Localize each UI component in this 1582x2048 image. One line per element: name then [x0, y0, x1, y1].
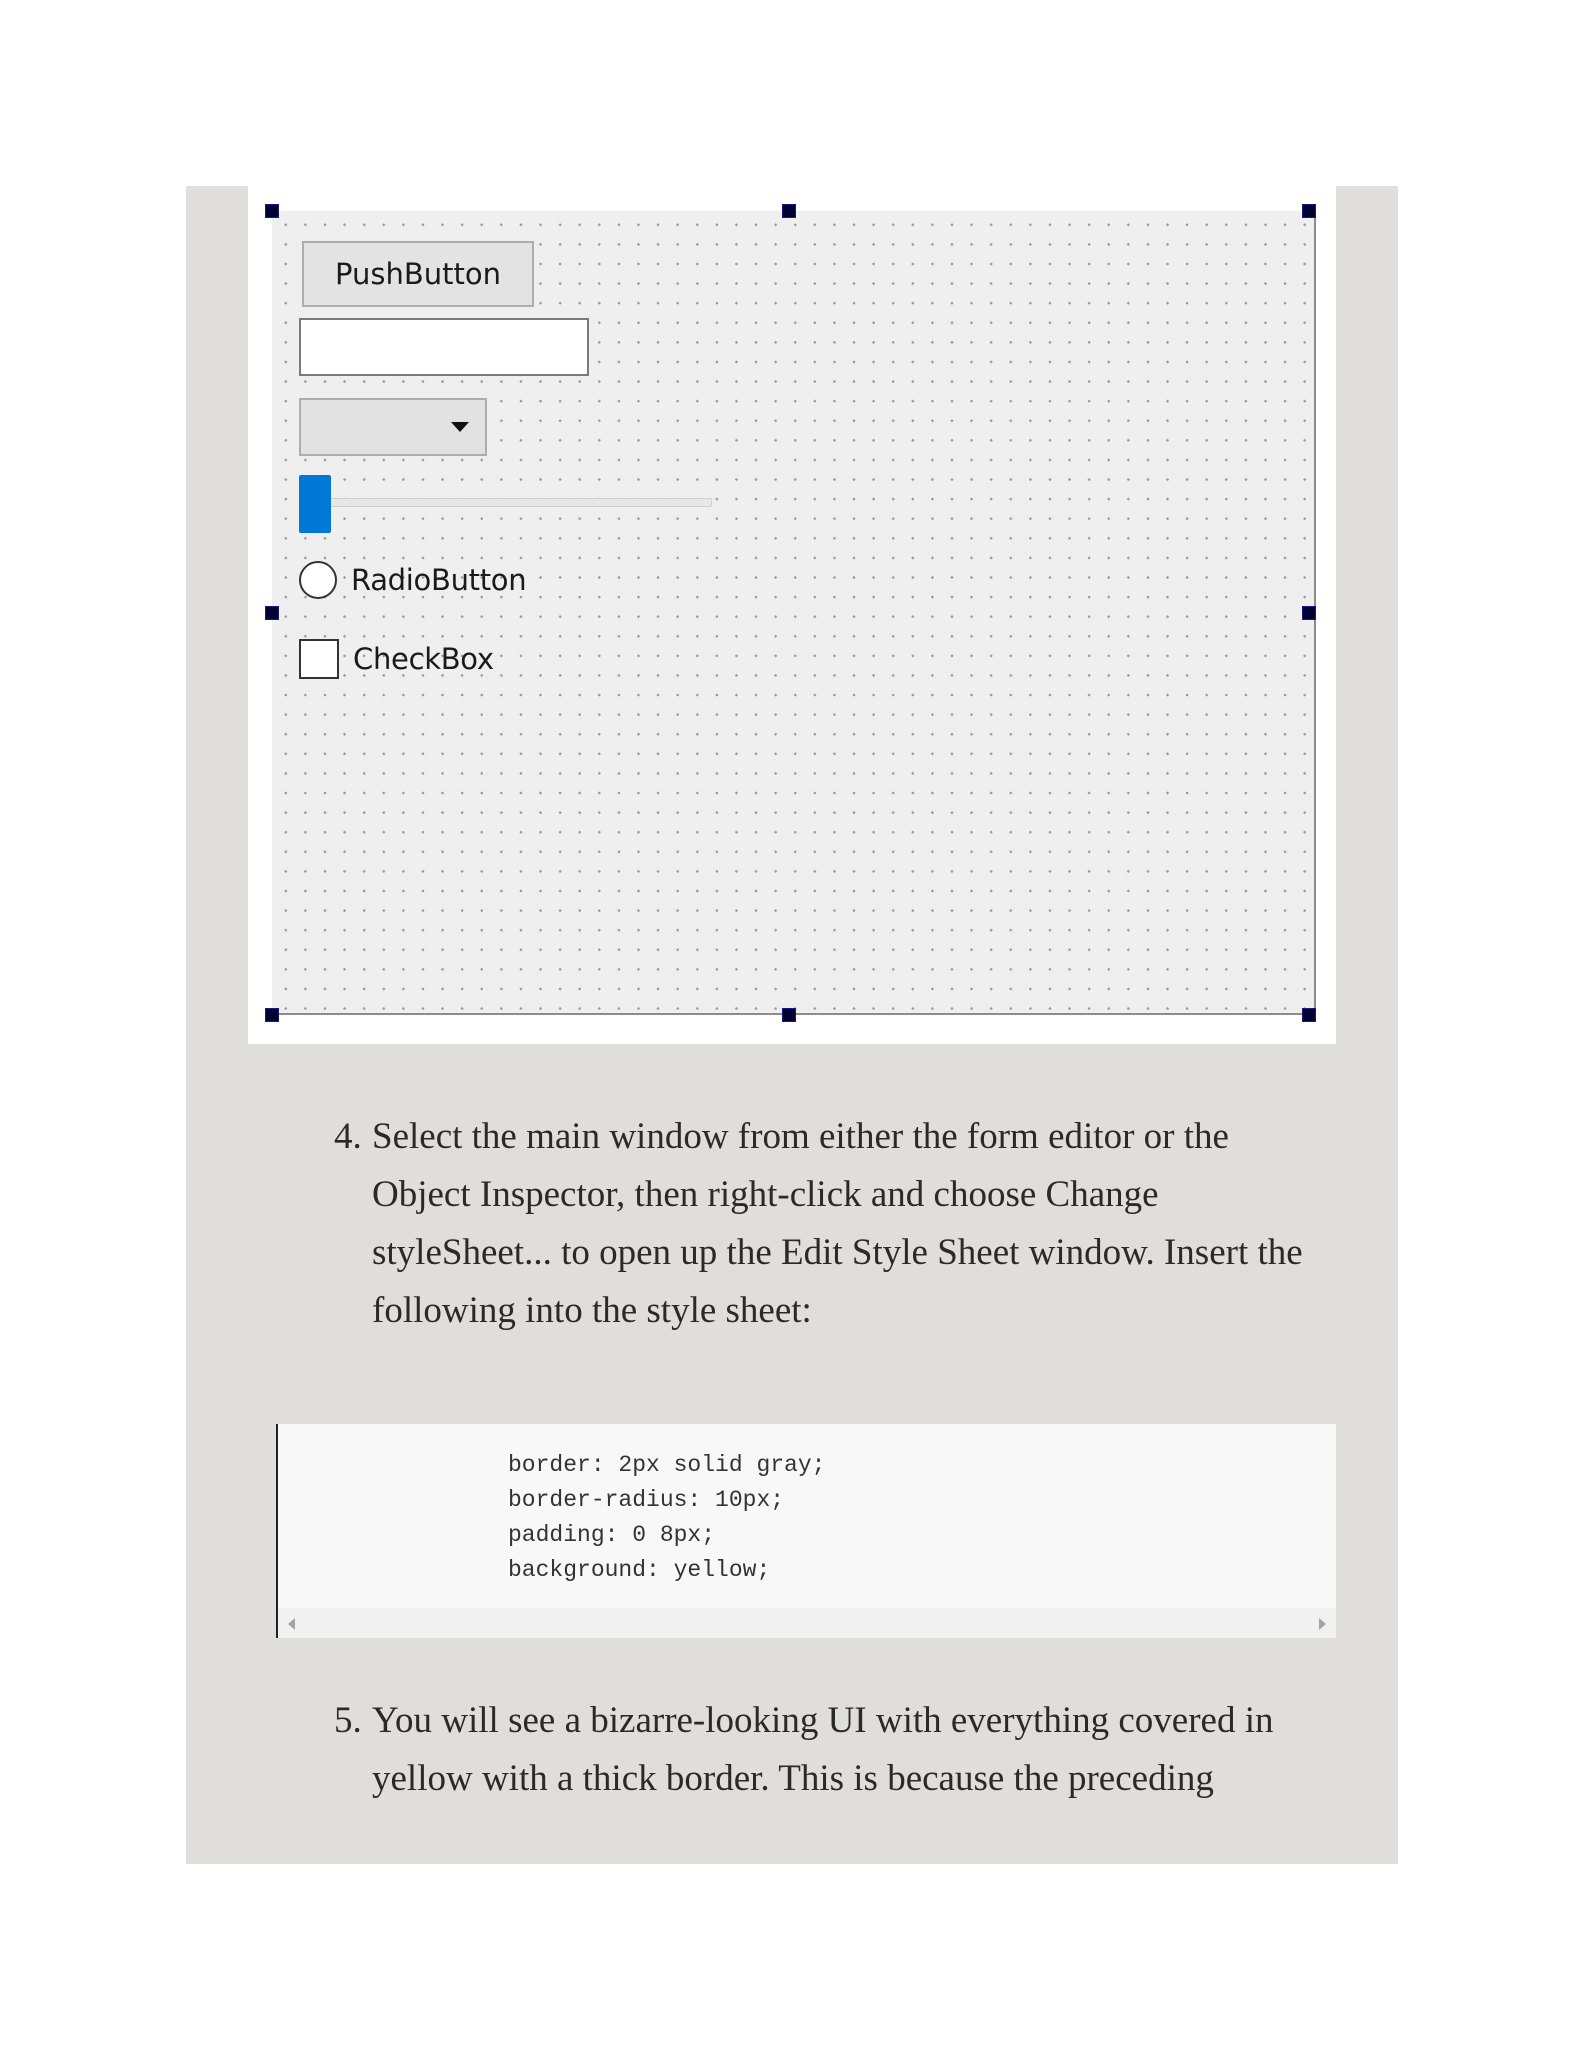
code-line: background: yellow; — [508, 1557, 771, 1583]
dropdown-arrow-icon — [451, 422, 469, 432]
slider-groove — [299, 498, 712, 507]
step-number: 5. — [334, 1700, 362, 1741]
horizontal-slider[interactable] — [299, 475, 712, 533]
scroll-left-icon[interactable] — [288, 1618, 295, 1630]
selection-handle-top-center[interactable] — [782, 204, 796, 218]
page-panel — [186, 186, 1398, 1864]
code-line: padding: 0 8px; — [508, 1522, 716, 1548]
radio-button-label: RadioButton — [351, 563, 527, 597]
checkbox-square-icon[interactable] — [299, 639, 339, 679]
combo-box[interactable] — [299, 398, 487, 456]
selection-handle-middle-right[interactable] — [1302, 606, 1316, 620]
selection-handle-bottom-left[interactable] — [265, 1008, 279, 1022]
step-4 — [334, 1108, 1314, 1340]
radio-circle-icon[interactable] — [299, 561, 337, 599]
step-text: You will see a bizarre-looking UI with everything covered in yellow with a thick border. This is because the preceding — [372, 1700, 1274, 1799]
code-line: border-radius: 10px; — [508, 1487, 785, 1513]
code-lines — [508, 1448, 825, 1588]
radio-button[interactable] — [299, 557, 526, 603]
selection-handle-top-right[interactable] — [1302, 204, 1316, 218]
selection-handle-bottom-center[interactable] — [782, 1008, 796, 1022]
selection-handle-bottom-right[interactable] — [1302, 1008, 1316, 1022]
step-text: Select the main window from either the form editor or the Object Inspector, then right-click and choose Change styleSheet... to open up the Edit Style Sheet window. Insert the following into the style sheet: — [372, 1116, 1303, 1331]
check-box[interactable] — [299, 636, 494, 682]
push-button[interactable]: PushButton — [302, 241, 534, 307]
form-canvas[interactable] — [272, 211, 1316, 1015]
code-line: border: 2px solid gray; — [508, 1452, 826, 1478]
horizontal-scrollbar[interactable] — [278, 1608, 1336, 1638]
selection-handle-top-left[interactable] — [265, 204, 279, 218]
step-5 — [334, 1692, 1334, 1808]
check-box-label: CheckBox — [353, 642, 494, 676]
line-edit-field[interactable] — [299, 318, 589, 376]
form-editor-screenshot — [248, 186, 1336, 1044]
code-block — [276, 1424, 1336, 1638]
slider-handle[interactable] — [299, 475, 331, 533]
selection-handle-middle-left[interactable] — [265, 606, 279, 620]
step-number: 4. — [334, 1116, 362, 1157]
scroll-right-icon[interactable] — [1319, 1618, 1326, 1630]
